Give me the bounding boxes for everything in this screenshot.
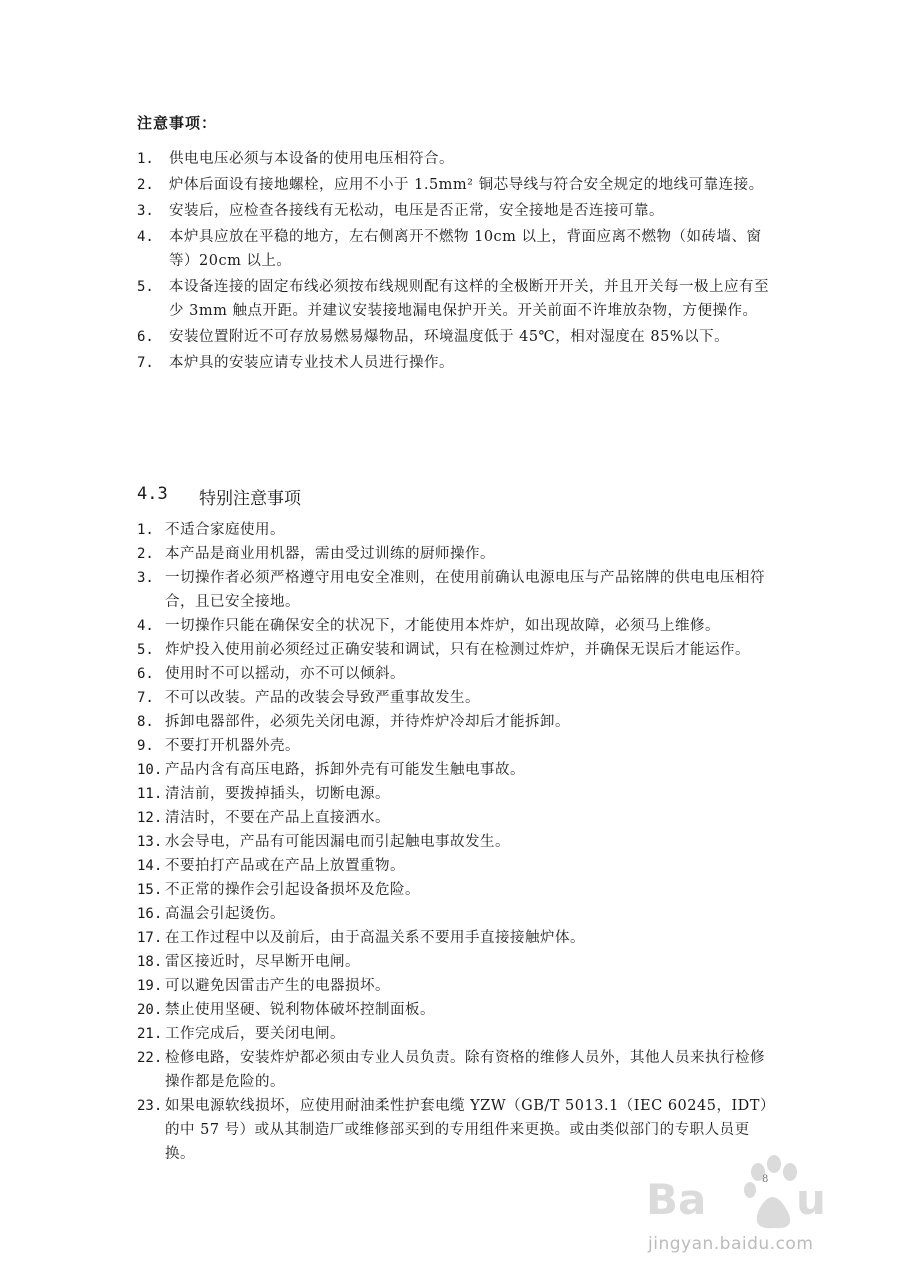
svg-text:u: u — [796, 1175, 826, 1224]
special-note-item-text: 如果电源软线损坏，应使用耐油柔性护套电缆 YZW（GB/T 5013.1（IEC 60245，IDT）的中 57 号）或从其制造厂或维修部买到的专用组件来更换。或由类似部门的专职人员更换。 — [165, 1098, 775, 1162]
special-note-item-text: 本产品是商业用机器，需由受过训练的厨师操作。 — [165, 546, 495, 562]
special-note-item-text: 不要拍打产品或在产品上放置重物。 — [165, 858, 405, 874]
special-notes-list — [137, 518, 777, 1166]
note-item-text: 供电电压必须与本设备的使用电压相符合。 — [169, 151, 454, 167]
special-note-item-number: 12. — [137, 810, 163, 826]
special-note-item-number: 18. — [137, 954, 163, 970]
special-note-item-number: 20. — [137, 1002, 163, 1018]
special-note-item-number: 15. — [137, 882, 163, 898]
note-item-text: 本设备连接的固定布线必须按布线规则配有这样的全极断开开关，并且开关每一极上应有至少 3mm 触点开距。并建议安装接地漏电保护开关。开关前面不许堆放杂物，方便操作。 — [169, 279, 769, 319]
note-item-text: 本炉具应放在平稳的地方，左右侧离开不燃物 10cm 以上，背面应离不燃物（如砖墙、窗等）20cm 以上。 — [169, 229, 762, 269]
special-note-item — [137, 806, 777, 830]
special-note-item — [137, 710, 777, 734]
note-item — [137, 173, 777, 197]
special-note-item-text: 不适合家庭使用。 — [165, 522, 285, 538]
special-note-item-text: 炸炉投入使用前必须经过正确安装和调试，只有在检测过炸炉，并确保无误后才能运作。 — [165, 642, 750, 658]
special-note-item — [137, 518, 777, 542]
note-item-text: 本炉具的安装应请专业技术人员进行操作。 — [169, 355, 454, 371]
special-note-item-number: 6. — [137, 666, 154, 682]
note-item-number: 3. — [137, 203, 154, 219]
special-note-item — [137, 854, 777, 878]
notes-list — [137, 147, 777, 377]
special-note-item — [137, 830, 777, 854]
special-note-item-text: 不要打开机器外壳。 — [165, 738, 300, 754]
note-item — [137, 351, 777, 375]
section-heading — [137, 484, 301, 509]
note-item-number: 7. — [137, 355, 154, 371]
special-note-item-text: 水会导电，产品有可能因漏电而引起触电事故发生。 — [165, 834, 510, 850]
special-note-item-text: 拆卸电器部件，必须先关闭电源，并待炸炉冷却后才能拆卸。 — [165, 714, 570, 730]
special-note-item-number: 1. — [137, 522, 154, 538]
special-note-item-number: 9. — [137, 738, 154, 754]
special-note-item — [137, 662, 777, 686]
special-note-item-number: 3. — [137, 570, 154, 586]
note-item-text: 安装后，应检查各接线有无松动，电压是否正常，安全接地是否连接可靠。 — [169, 203, 664, 219]
special-note-item-number: 5. — [137, 642, 154, 658]
note-item-number: 4. — [137, 229, 154, 245]
special-note-item — [137, 950, 777, 974]
special-note-item-number: 4. — [137, 618, 154, 634]
watermark-url: jingyan.baidu.com — [648, 1234, 814, 1254]
note-item — [137, 147, 777, 171]
note-item-number: 2. — [137, 177, 154, 193]
special-note-item — [137, 998, 777, 1022]
special-note-item-text: 雷区接近时，尽早断开电闸。 — [165, 954, 360, 970]
special-note-item — [137, 686, 777, 710]
special-note-item-number: 13. — [137, 834, 163, 850]
special-note-item-text: 工作完成后，要关闭电闸。 — [165, 1026, 345, 1042]
special-note-item-number: 2. — [137, 546, 154, 562]
special-note-item — [137, 926, 777, 950]
special-note-item-number: 16. — [137, 906, 163, 922]
special-note-item-text: 清洁前，要拨掉插头，切断电源。 — [165, 786, 390, 802]
special-note-item-text: 使用时不可以摇动，亦不可以倾斜。 — [165, 666, 405, 682]
special-note-item-text: 清洁时，不要在产品上直接洒水。 — [165, 810, 390, 826]
special-note-item-number: 7. — [137, 690, 154, 706]
special-note-item-number: 8. — [137, 714, 154, 730]
note-item — [137, 199, 777, 223]
note-item-number: 5. — [137, 279, 154, 295]
special-note-item-text: 可以避免因雷击产生的电器损坏。 — [165, 978, 390, 994]
special-note-item-number: 17. — [137, 930, 163, 946]
special-note-item-text: 不可以改装。产品的改装会导致严重事故发生。 — [165, 690, 480, 706]
special-note-item — [137, 542, 777, 566]
note-item — [137, 225, 777, 273]
note-item — [137, 275, 777, 323]
note-item-number: 6. — [137, 329, 154, 345]
special-note-item-number: 10. — [137, 762, 163, 778]
special-note-item-number: 23. — [137, 1098, 163, 1114]
special-note-item-number: 21. — [137, 1026, 163, 1042]
section-title: 特别注意事项 — [199, 489, 301, 509]
special-note-item-number: 19. — [137, 978, 163, 994]
special-note-item — [137, 902, 777, 926]
special-note-item — [137, 1046, 777, 1094]
special-note-item-text: 在工作过程中以及前后，由于高温关系不要用手直接接触炉体。 — [165, 930, 585, 946]
special-note-item-text: 一切操作只能在确保安全的状况下，才能使用本炸炉，如出现故障，必须马上维修。 — [165, 618, 720, 634]
special-note-item — [137, 974, 777, 998]
section-number: 4.3 — [137, 484, 168, 504]
special-note-item — [137, 638, 777, 662]
special-note-item — [137, 878, 777, 902]
special-note-item — [137, 734, 777, 758]
note-item-text: 炉体后面设有接地螺栓，应用不小于 1.5mm² 铜芯导线与符合安全规定的地线可靠连接。 — [169, 177, 764, 193]
svg-text:Ba: Ba — [646, 1175, 707, 1224]
special-note-item — [137, 782, 777, 806]
page-number: 8 — [762, 1174, 769, 1185]
special-note-item-number: 11. — [137, 786, 163, 802]
special-note-item-text: 检修电路，安装炸炉都必须由专业人员负责。除有资格的维修人员外，其他人员来执行检修操作都是危险的。 — [165, 1050, 765, 1090]
special-note-item-text: 不正常的操作会引起设备损坏及危险。 — [165, 882, 420, 898]
special-note-item-text: 高温会引起烫伤。 — [165, 906, 285, 922]
special-note-item-text: 一切操作者必须严格遵守用电安全准则，在使用前确认电源电压与产品铭牌的供电电压相符合，且已安全接地。 — [165, 570, 765, 610]
special-note-item — [137, 566, 777, 614]
notes-heading: 注意事项： — [137, 114, 218, 132]
special-note-item — [137, 758, 777, 782]
special-note-item-text: 产品内含有高压电路，拆卸外壳有可能发生触电事故。 — [165, 762, 525, 778]
special-note-item-number: 22. — [137, 1050, 163, 1066]
special-note-item-number: 14. — [137, 858, 163, 874]
note-item — [137, 325, 777, 349]
special-note-item-text: 禁止使用坚硬、锐利物体破坏控制面板。 — [165, 1002, 435, 1018]
special-note-item — [137, 614, 777, 638]
note-item-number: 1. — [137, 151, 154, 167]
special-note-item — [137, 1022, 777, 1046]
note-item-text: 安装位置附近不可存放易燃易爆物品，环境温度低于 45℃，相对湿度在 85%以下。 — [169, 329, 730, 345]
